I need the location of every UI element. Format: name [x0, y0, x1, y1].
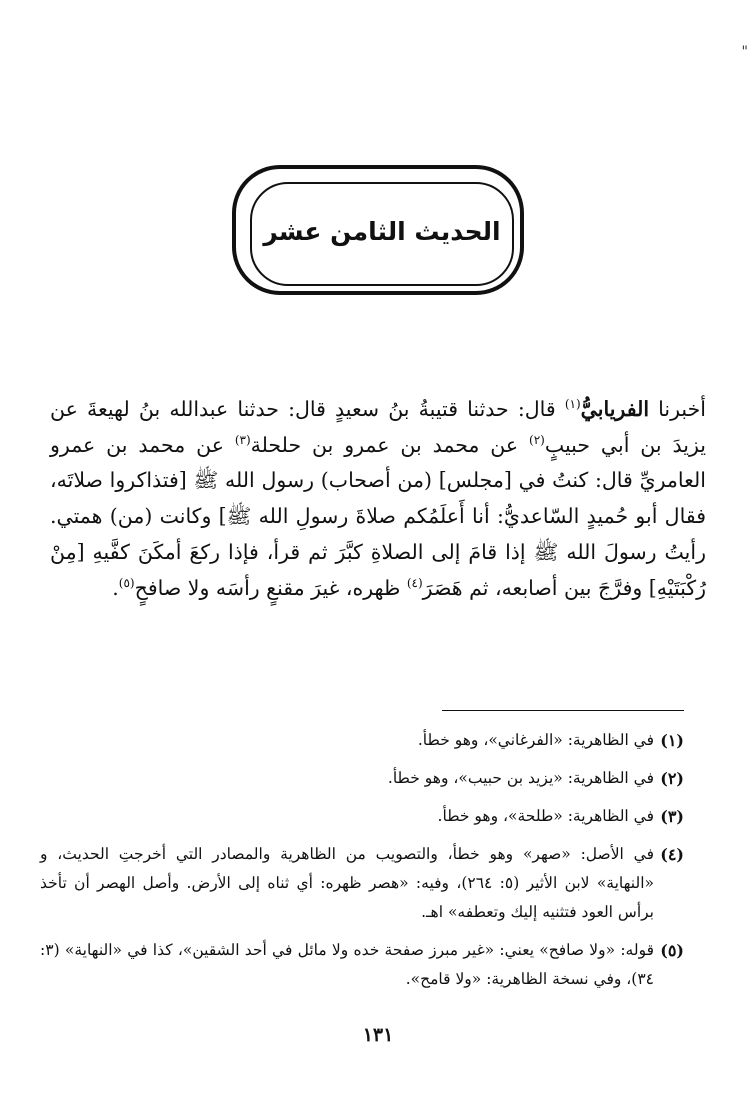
footnote-separator	[442, 710, 684, 711]
footnote-marker: (٤)	[660, 845, 684, 864]
footnote-ref-2: (٢)	[529, 432, 545, 447]
footnote-3	[40, 802, 684, 831]
footnote-text: في الظاهرية: «طلحة»، وهو خطأ.	[437, 807, 654, 825]
hadith-text	[50, 392, 706, 606]
footnote-ref-1: (١)	[564, 397, 581, 412]
hadith-part-2: عن محمد بن عمرو بن حلحلة	[250, 432, 530, 457]
footnote-1	[40, 726, 684, 755]
footnote-text: قوله: «ولا صافح» يعني: «غير مبرز صفحة خده ولا مائل في أحد الشقين»، كذا في «النهاية» (٣: ٣٤)، وفي نسخة الظاهرية: «ولا قامح».	[40, 941, 654, 988]
footnotes	[40, 726, 684, 1003]
narrator-intro: أخبرنا	[649, 397, 706, 421]
footnote-ref-5: (٥)	[118, 575, 135, 590]
narrator-name: الفريابيُّ	[580, 397, 650, 421]
footnote-text: في الظاهرية: «يزيد بن حبيب»، وهو خطأ.	[387, 769, 654, 787]
footnote-marker: (٢)	[660, 769, 684, 788]
footnote-5	[40, 936, 684, 994]
footnote-marker: (٣)	[660, 807, 684, 826]
title-frame-inner	[250, 182, 514, 286]
footnote-marker: (٥)	[660, 941, 684, 960]
footnote-4	[40, 840, 684, 927]
hadith-part-5: .	[112, 575, 119, 600]
footnote-ref-3: (٣)	[234, 432, 251, 447]
footnote-marker: (١)	[660, 731, 684, 750]
page-number: ١٣١	[362, 1024, 394, 1046]
chapter-title: الحديث الثامن عشر	[263, 216, 501, 246]
footnote-text: في الظاهرية: «الفرغاني»، وهو خطأ.	[417, 731, 654, 749]
hadith-part-4: ظهره، غيرَ مقنعٍ رأسَه ولا صافحٍ	[134, 575, 407, 600]
hadith-part-1: قال: حدثنا قتيبةُ بنُ سعيدٍ قال: حدثنا عبدالله بنُ لهيعةَ عن يزيدَ بن أبي حبيبٍ	[50, 397, 706, 457]
footnote-ref-4: (٤)	[406, 575, 423, 590]
hadith-part-3: عن محمد بن عمرو العامريِّ قال: كنتُ في [مجلس] (من أصحاب) رسول الله ﷺ [فتذاكروا صلاتَه، فقال أبو حُميدٍ السّاعديُّ: أنا أَعلَمُكم صلاةَ رسولِ الله ﷺ] وكانت (من) همتي. رأيتُ رسولَ الله ﷺ إذا قامَ إلى الصلاةِ كبَّرَ ثم قرأ، فإذا ركعَ أمكَنَ كفَّيهِ [مِنْ رُكْبَتَيْهِ] وفرَّجَ بين أصابعه، ثم هَصَرَ	[50, 432, 706, 600]
footnote-text: في الأصل: «صهر» وهو خطأ، والتصويب من الظاهرية والمصادر التي أخرجتِ الحديث، و «النهاية» لابن الأثير (٥: ٢٦٤)، وفيه: «هصر ظهره: أي ثناه إلى الأرض. وأصل الهصر أن تأخذ برأس العود فتثنيه إليك وتعطفه» اهـ.	[40, 845, 654, 921]
corner-mark: "	[741, 44, 748, 60]
footnote-2	[40, 764, 684, 793]
